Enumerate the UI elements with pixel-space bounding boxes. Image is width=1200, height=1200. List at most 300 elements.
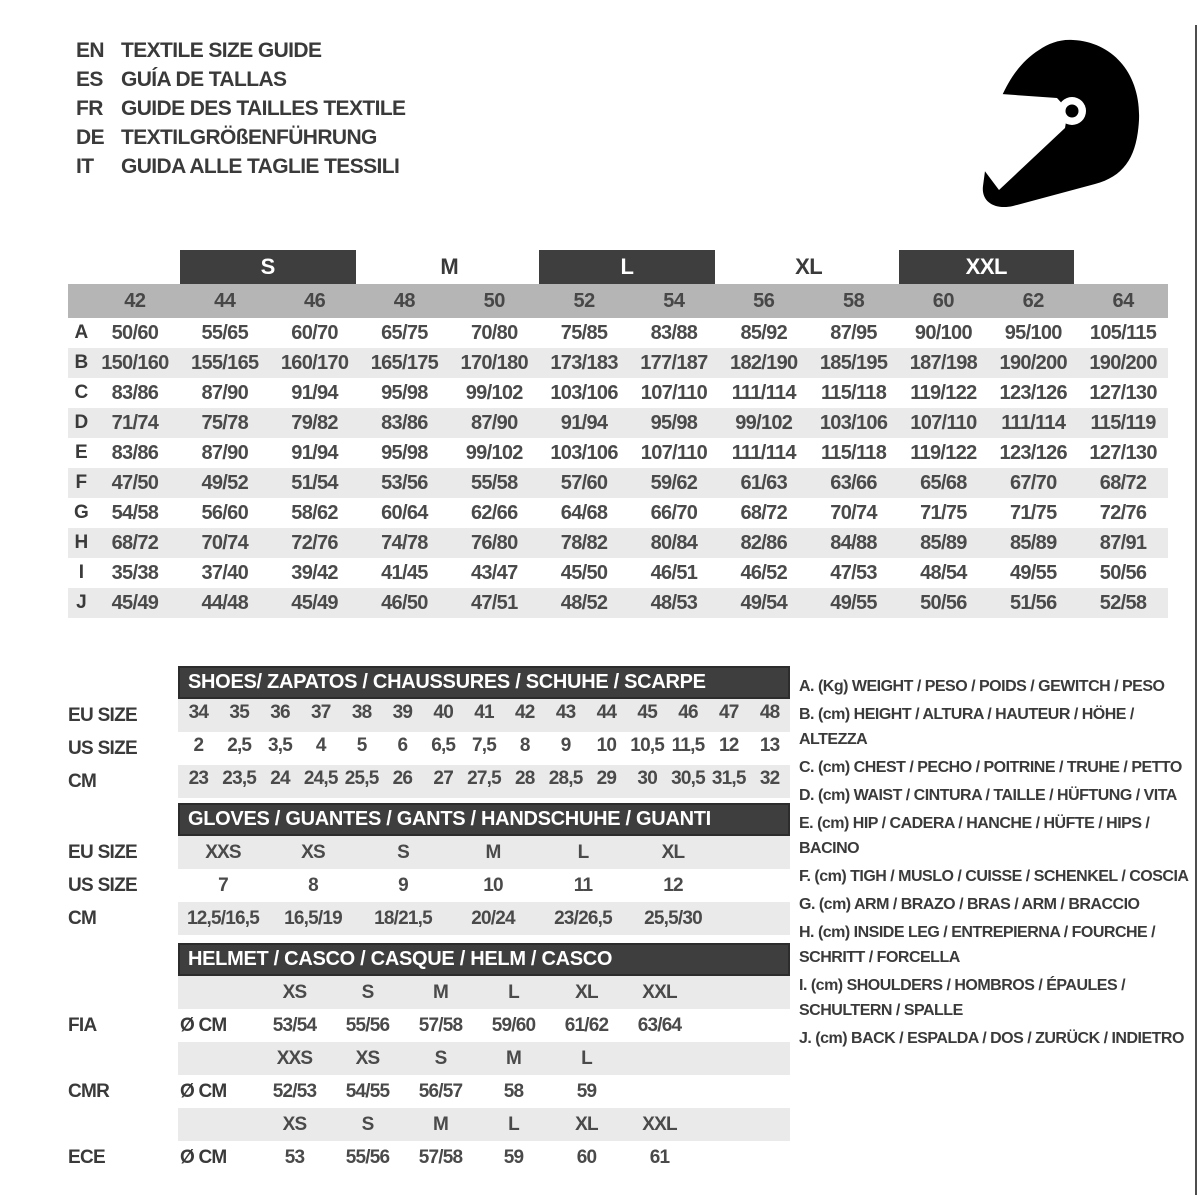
- size-cell: 7,5: [471, 734, 496, 756]
- measure-cell: 190/200: [1089, 351, 1157, 374]
- gloves-size-table: [68, 803, 790, 935]
- measure-cell: 99/102: [465, 381, 523, 404]
- row-label: CM: [68, 907, 97, 929]
- measure-cell: 160/170: [280, 351, 349, 374]
- measure-cell: 84/88: [830, 531, 877, 554]
- helmet-values-row-cmr: [68, 1075, 790, 1108]
- size-cell: 34: [188, 701, 209, 723]
- helmet-size-header: M: [505, 1047, 522, 1069]
- measure-cell: 115/119: [1090, 411, 1156, 434]
- measure-cell: 87/90: [201, 441, 249, 464]
- helmet-size-cell: 61/62: [564, 1014, 609, 1036]
- helmet-size-header: S: [361, 981, 374, 1003]
- measure-cell: 85/92: [740, 321, 788, 344]
- size-cell: 6: [397, 734, 408, 756]
- measure-cell: 46/51: [650, 561, 698, 584]
- measure-cell: 49/52: [201, 471, 249, 494]
- size-cell: 36: [270, 701, 290, 723]
- helmet-size-cell: 58: [503, 1080, 524, 1102]
- measure-cell: 83/88: [650, 321, 698, 344]
- measure-cell: 70/74: [830, 501, 877, 524]
- numeric-size-header-row: [68, 284, 1168, 318]
- measure-cell: 95/98: [381, 441, 428, 464]
- row-label: US SIZE: [68, 737, 138, 759]
- row-label: C: [74, 382, 88, 403]
- helmet-size-header: XS: [355, 1047, 380, 1069]
- measure-cell: 83/86: [381, 411, 428, 434]
- measure-cell: 107/110: [640, 381, 708, 404]
- row-label: [68, 1108, 178, 1141]
- gloves-row-values: [178, 836, 790, 869]
- size-cell: 24: [270, 767, 290, 789]
- measure-cell: 111/114: [1001, 411, 1066, 434]
- helmet-size-cell: 55/56: [345, 1146, 390, 1168]
- measure-cell: 46/52: [740, 561, 788, 584]
- measure-cell: 107/110: [640, 441, 708, 464]
- row-label: B: [74, 352, 88, 373]
- row-label: [68, 1042, 178, 1075]
- measure-cell: 87/90: [470, 411, 518, 434]
- size-cell: 46: [678, 701, 698, 723]
- size-cell: 44: [596, 701, 617, 723]
- measure-cell: 47/51: [470, 591, 518, 614]
- measure-cell: 62/66: [470, 501, 518, 524]
- helmet-size-cell: 63/64: [637, 1014, 682, 1036]
- measure-cell: 127/130: [1089, 441, 1157, 464]
- size-cell: 43: [555, 701, 576, 723]
- measure-cell: 82/86: [740, 531, 788, 554]
- size-group-s: S: [180, 250, 356, 284]
- size-group-xxl: XXL: [899, 250, 1075, 284]
- measure-cell: 60/64: [381, 501, 428, 524]
- gloves-row: [68, 902, 790, 935]
- gloves-row: [68, 836, 790, 869]
- measure-cell: 103/106: [550, 441, 618, 464]
- size-cell: 10: [596, 734, 617, 756]
- row-label: F: [75, 472, 87, 493]
- row-label: CM: [68, 770, 97, 792]
- helmet-size-cell: 57/58: [418, 1146, 463, 1168]
- language-code: IT: [76, 155, 94, 178]
- helmet-sizes: [178, 1108, 790, 1141]
- measure-cell: 177/187: [640, 351, 708, 374]
- measure-cell: 105/115: [1089, 321, 1157, 344]
- measure-row-f: [68, 468, 1168, 498]
- size-cell: 9: [560, 734, 571, 756]
- legend-item: D. (cm) WAIST / CINTURA / TAILLE / HÜFTUNG / VITA: [799, 787, 1177, 804]
- helmet-size-header: XXL: [642, 981, 677, 1003]
- measure-cell: 54/58: [111, 501, 159, 524]
- helmet-size-cell: 59: [503, 1146, 524, 1168]
- measure-row-d: [68, 408, 1168, 438]
- language-code: DE: [76, 126, 104, 149]
- size-cell: 12: [719, 734, 739, 756]
- measure-cell: 50/56: [920, 591, 967, 614]
- helmet-sizes: [178, 976, 790, 1009]
- page-edge-line: [1195, 25, 1197, 1195]
- measure-cell: 65/68: [920, 471, 967, 494]
- measure-cell: 103/106: [819, 411, 888, 434]
- helmet-size-header: M: [432, 981, 449, 1003]
- measure-cell: 71/75: [1009, 501, 1057, 524]
- measure-cell: 185/195: [819, 351, 888, 374]
- size-column-header: 64: [1112, 289, 1134, 312]
- measure-cell: 87/90: [201, 381, 249, 404]
- helmet-sizes-row: [68, 1108, 790, 1141]
- language-row: [76, 36, 405, 65]
- legend-item: C. (cm) CHEST / PECHO / POITRINE / TRUHE / PETTO: [799, 759, 1182, 776]
- size-cell: 23: [188, 767, 209, 789]
- size-column-header: 44: [214, 289, 236, 312]
- legend-item: B. (cm) HEIGHT / ALTURA / HAUTEUR / HÖHE / ALTEZZA: [799, 706, 1134, 748]
- row-label: H: [74, 532, 88, 553]
- measure-cell: 37/40: [201, 561, 249, 584]
- measure-cell: 53/56: [381, 471, 428, 494]
- measure-cell: 45/50: [560, 561, 608, 584]
- size-cell: 20/24: [471, 907, 515, 929]
- size-cell: 40: [433, 701, 453, 723]
- language-title: GUÍA DE TALLAS: [121, 68, 287, 91]
- measure-cell: 65/75: [381, 321, 428, 344]
- measure-cell: 95/100: [1004, 321, 1062, 344]
- helmet-size-cell: 60: [576, 1146, 597, 1168]
- measure-cell: 55/58: [470, 471, 518, 494]
- size-cell: 35: [229, 701, 249, 723]
- measure-cell: 79/82: [291, 411, 338, 434]
- measure-cell: 48/54: [920, 561, 967, 584]
- gloves-row-values: [178, 869, 790, 902]
- helmet-size-header: M: [432, 1113, 449, 1135]
- measure-row-h: [68, 528, 1168, 558]
- helmet-size-header: XL: [575, 1113, 598, 1135]
- measure-cell: 170/180: [460, 351, 528, 374]
- measure-row-b: [68, 348, 1168, 378]
- standard-label: CMR: [68, 1080, 110, 1102]
- measure-cell: 61/63: [740, 471, 788, 494]
- size-cell: 7: [218, 874, 228, 896]
- gloves-table-rows: [68, 836, 790, 935]
- measure-cell: 39/42: [291, 561, 338, 584]
- size-cell: 12,5/16,5: [186, 907, 260, 929]
- measure-cell: 78/82: [560, 531, 608, 554]
- helmet-size-cell: 55/56: [345, 1014, 390, 1036]
- measure-cell: 47/50: [111, 471, 159, 494]
- row-label: A: [74, 322, 88, 343]
- measure-cell: 187/198: [909, 351, 978, 374]
- helmet-size-header: L: [508, 1113, 519, 1135]
- measure-cell: 190/200: [999, 351, 1067, 374]
- legend-item: E. (cm) HIP / CADERA / HANCHE / HÜFTE / HIPS / BACINO: [799, 815, 1150, 857]
- measure-row-e: [68, 438, 1168, 468]
- size-cell: 12: [663, 874, 683, 896]
- size-cell: 37: [311, 701, 331, 723]
- measure-cell: 51/56: [1009, 591, 1057, 614]
- measure-cell: 80/84: [650, 531, 698, 554]
- size-cell: XS: [301, 841, 325, 863]
- size-column-header: 46: [303, 289, 326, 312]
- measure-cell: 68/72: [1099, 471, 1147, 494]
- measure-cell: 150/160: [101, 351, 169, 374]
- measure-cell: 45/49: [291, 591, 338, 614]
- shoes-row-values: [178, 765, 790, 798]
- size-cell: 27: [433, 767, 453, 789]
- size-cell: 18/21,5: [374, 907, 432, 929]
- shoes-row: [68, 699, 790, 732]
- legend-item: F. (cm) TIGH / MUSLO / CUISSE / SCHENKEL / COSCIA: [799, 868, 1189, 885]
- size-cell: 30,5: [671, 767, 705, 789]
- measure-cell: 72/76: [1099, 501, 1147, 524]
- size-cell: 4: [315, 734, 326, 756]
- measure-cell: 91/94: [291, 381, 338, 404]
- shoes-table-rows: [68, 699, 790, 798]
- size-cell: 6,5: [431, 734, 456, 756]
- measure-cell: 49/55: [1009, 561, 1057, 584]
- helmet-table-title: HELMET / CASCO / CASQUE / HELM / CASCO: [178, 943, 790, 976]
- size-column-header: 50: [483, 289, 505, 312]
- measure-cell: 95/98: [650, 411, 698, 434]
- size-cell: 41: [474, 701, 494, 723]
- size-column-header: 56: [753, 289, 775, 312]
- measure-cell: 71/74: [111, 411, 159, 434]
- size-cell: 38: [351, 701, 372, 723]
- size-cell: 11,5: [671, 734, 705, 756]
- measure-cell: 74/78: [381, 531, 428, 554]
- measure-cell: 55/65: [201, 321, 249, 344]
- measure-cell: 58/62: [291, 501, 338, 524]
- measure-cell: 50/56: [1099, 561, 1147, 584]
- measure-cell: 99/102: [465, 441, 523, 464]
- language-row: [76, 152, 405, 181]
- language-code: EN: [76, 39, 104, 62]
- language-title-list: [76, 36, 405, 181]
- language-title: GUIDE DES TAILLES TEXTILE: [121, 97, 406, 120]
- size-cell: 26: [392, 767, 413, 789]
- legend-item: H. (cm) INSIDE LEG / ENTREPIERNA / FOURCHE / SCHRITT / FORCELLA: [799, 924, 1156, 966]
- row-label: US SIZE: [68, 874, 138, 896]
- shoes-size-table: [68, 666, 790, 798]
- size-cell: 13: [759, 734, 780, 756]
- measure-cell: 48/52: [560, 591, 608, 614]
- measure-cell: 72/76: [291, 531, 338, 554]
- size-cell: 27,5: [467, 767, 501, 789]
- helmet-size-header: S: [361, 1113, 374, 1135]
- helmet-sizes: [178, 1042, 790, 1075]
- helmet-size-header: XXS: [276, 1047, 313, 1069]
- helmet-sizes-row: [68, 1042, 790, 1075]
- language-code: ES: [76, 68, 103, 91]
- measure-cell: 173/183: [550, 351, 618, 374]
- measure-cell: 70/80: [470, 321, 518, 344]
- shoes-row: [68, 732, 790, 765]
- helmet-values-row-fia: [68, 1009, 790, 1042]
- size-cell: 8: [308, 874, 318, 896]
- helmet-size-cell: 52/53: [272, 1080, 317, 1102]
- size-column-header: 54: [663, 289, 685, 312]
- size-cell: XXS: [205, 841, 241, 863]
- measure-cell: 52/58: [1099, 591, 1147, 614]
- language-title: TEXTILE SIZE GUIDE: [121, 39, 322, 62]
- legend-item: I. (cm) SHOULDERS / HOMBROS / ÉPAULES / SCHULTERN / SPALLE: [799, 977, 1126, 1019]
- racing-helmet-icon: [973, 38, 1141, 213]
- size-column-header: 62: [1022, 289, 1044, 312]
- measure-cell: 111/114: [731, 381, 796, 404]
- measure-cell: 119/122: [910, 381, 977, 404]
- measure-cell: 49/55: [830, 591, 877, 614]
- measure-cell: 47/53: [830, 561, 877, 584]
- language-code: FR: [76, 97, 103, 120]
- helmet-size-cell: 61: [649, 1146, 670, 1168]
- helmet-size-cell: 54/55: [345, 1080, 390, 1102]
- language-title: GUIDA ALLE TAGLIE TESSILI: [121, 155, 400, 178]
- measure-cell: 127/130: [1089, 381, 1157, 404]
- row-label: I: [78, 562, 84, 583]
- measure-cell: 70/74: [201, 531, 249, 554]
- language-row: [76, 94, 405, 123]
- size-cell: 30: [637, 767, 657, 789]
- size-group-header-row: [68, 250, 1168, 284]
- helmet-values: [178, 1141, 790, 1174]
- measure-cell: 51/54: [291, 471, 338, 494]
- helmet-values: [178, 1009, 790, 1042]
- measurement-legend: [799, 674, 1195, 1054]
- measure-cell: 67/70: [1009, 471, 1057, 494]
- size-cell: 2,5: [227, 734, 252, 756]
- size-cell: 10: [483, 874, 503, 896]
- measure-cell: 63/66: [830, 471, 877, 494]
- size-column-header: 48: [393, 289, 416, 312]
- measure-cell: 85/89: [1009, 531, 1057, 554]
- helmet-table-rows: [68, 976, 790, 1174]
- size-cell: 47: [719, 701, 739, 723]
- size-cell: 11: [573, 874, 593, 896]
- measure-cell: 57/60: [560, 471, 608, 494]
- textile-size-rows: [68, 318, 1168, 618]
- size-cell: 29: [596, 767, 617, 789]
- measure-cell: 119/122: [910, 441, 977, 464]
- helmet-values-row-ece: [68, 1141, 790, 1174]
- measure-cell: 99/102: [735, 411, 793, 434]
- size-cell: 45: [637, 701, 657, 723]
- row-label: D: [74, 412, 88, 433]
- measure-cell: 64/68: [560, 501, 608, 524]
- helmet-size-header: XS: [282, 981, 307, 1003]
- measure-cell: 68/72: [740, 501, 788, 524]
- size-cell: 8: [519, 734, 530, 756]
- helmet-size-header: L: [508, 981, 519, 1003]
- helmet-size-table: [68, 943, 790, 1174]
- measure-cell: 115/118: [820, 441, 887, 464]
- helmet-size-cell: 53/54: [272, 1014, 317, 1036]
- size-cell: 31,5: [711, 767, 746, 789]
- legend-item: G. (cm) ARM / BRAZO / BRAS / ARM / BRACCIO: [799, 896, 1140, 913]
- measure-cell: 155/165: [191, 351, 259, 374]
- measure-cell: 45/49: [111, 591, 159, 614]
- size-cell: 3,5: [267, 734, 292, 756]
- helmet-size-cell: 56/57: [418, 1080, 463, 1102]
- legend-item: J. (cm) BACK / ESPALDA / DOS / ZURÜCK / INDIETRO: [799, 1030, 1184, 1047]
- measure-cell: 60/70: [291, 321, 338, 344]
- shoes-table-title: SHOES/ ZAPATOS / CHAUSSURES / SCHUHE / SCARPE: [178, 666, 790, 699]
- helmet-size-header: L: [581, 1047, 592, 1069]
- measure-cell: 49/54: [740, 591, 788, 614]
- size-cell: 25,5/30: [644, 907, 702, 929]
- measure-cell: 103/106: [550, 381, 618, 404]
- measure-cell: 43/47: [470, 561, 518, 584]
- size-cell: 28: [515, 767, 535, 789]
- size-column-header: 58: [842, 289, 865, 312]
- measure-cell: 50/60: [111, 321, 159, 344]
- gloves-row-values: [178, 902, 790, 935]
- diameter-unit-label: Ø CM: [180, 1080, 227, 1102]
- shoes-row: [68, 765, 790, 798]
- measure-cell: 48/53: [650, 591, 698, 614]
- legend-item: A. (Kg) WEIGHT / PESO / POIDS / GEWITCH / PESO: [799, 678, 1165, 695]
- row-label: EU SIZE: [68, 704, 138, 726]
- size-group-xl: XL: [795, 254, 823, 279]
- size-cell: 5: [356, 734, 367, 756]
- row-label: EU SIZE: [68, 841, 138, 863]
- helmet-sizes-row: [68, 976, 790, 1009]
- measure-cell: 111/114: [731, 441, 796, 464]
- measure-cell: 87/95: [830, 321, 877, 344]
- language-title: TEXTILGRÖßENFÜHRUNG: [121, 126, 377, 149]
- gloves-table-title: GLOVES / GUANTES / GANTS / HANDSCHUHE / GUANTI: [178, 803, 790, 836]
- measure-cell: 182/190: [730, 351, 798, 374]
- measure-cell: 123/126: [999, 441, 1067, 464]
- helmet-size-cell: 57/58: [418, 1014, 463, 1036]
- helmet-values: [178, 1075, 790, 1108]
- measure-cell: 56/60: [201, 501, 249, 524]
- measure-cell: 91/94: [291, 441, 338, 464]
- size-cell: 2: [193, 734, 204, 756]
- measure-row-i: [68, 558, 1168, 588]
- measure-cell: 76/80: [470, 531, 518, 554]
- size-cell: 23/26,5: [554, 907, 612, 929]
- helmet-size-cell: 59: [576, 1080, 597, 1102]
- size-group-l: L: [539, 250, 715, 284]
- size-cell: 16,5/19: [284, 907, 342, 929]
- measure-cell: 90/100: [914, 321, 972, 344]
- shoes-row-values: [178, 732, 790, 765]
- measure-cell: 44/48: [201, 591, 249, 614]
- helmet-size-cell: 59/60: [491, 1014, 536, 1036]
- textile-size-table: [68, 250, 1168, 618]
- standard-label: FIA: [68, 1014, 97, 1036]
- measure-cell: 35/38: [111, 561, 159, 584]
- measure-cell: 75/85: [560, 321, 608, 344]
- measure-cell: 115/118: [820, 381, 887, 404]
- measure-cell: 71/75: [920, 501, 967, 524]
- diameter-unit-label: Ø CM: [180, 1014, 227, 1036]
- language-row: [76, 123, 405, 152]
- measure-row-a: [68, 318, 1168, 348]
- measure-cell: 95/98: [381, 381, 428, 404]
- measure-cell: 165/175: [370, 351, 439, 374]
- row-label: G: [73, 502, 89, 523]
- size-cell: 28,5: [548, 767, 583, 789]
- helmet-size-cell: 53: [284, 1146, 305, 1168]
- size-cell: 23,5: [222, 767, 257, 789]
- measure-cell: 87/91: [1099, 531, 1147, 554]
- measure-row-g: [68, 498, 1168, 528]
- measure-row-j: [68, 588, 1168, 618]
- size-group-m: M: [440, 254, 459, 279]
- size-cell: 10,5: [630, 734, 665, 756]
- helmet-size-header: XS: [282, 1113, 307, 1135]
- size-cell: M: [485, 841, 501, 863]
- measure-cell: 66/70: [650, 501, 698, 524]
- measure-cell: 91/94: [560, 411, 608, 434]
